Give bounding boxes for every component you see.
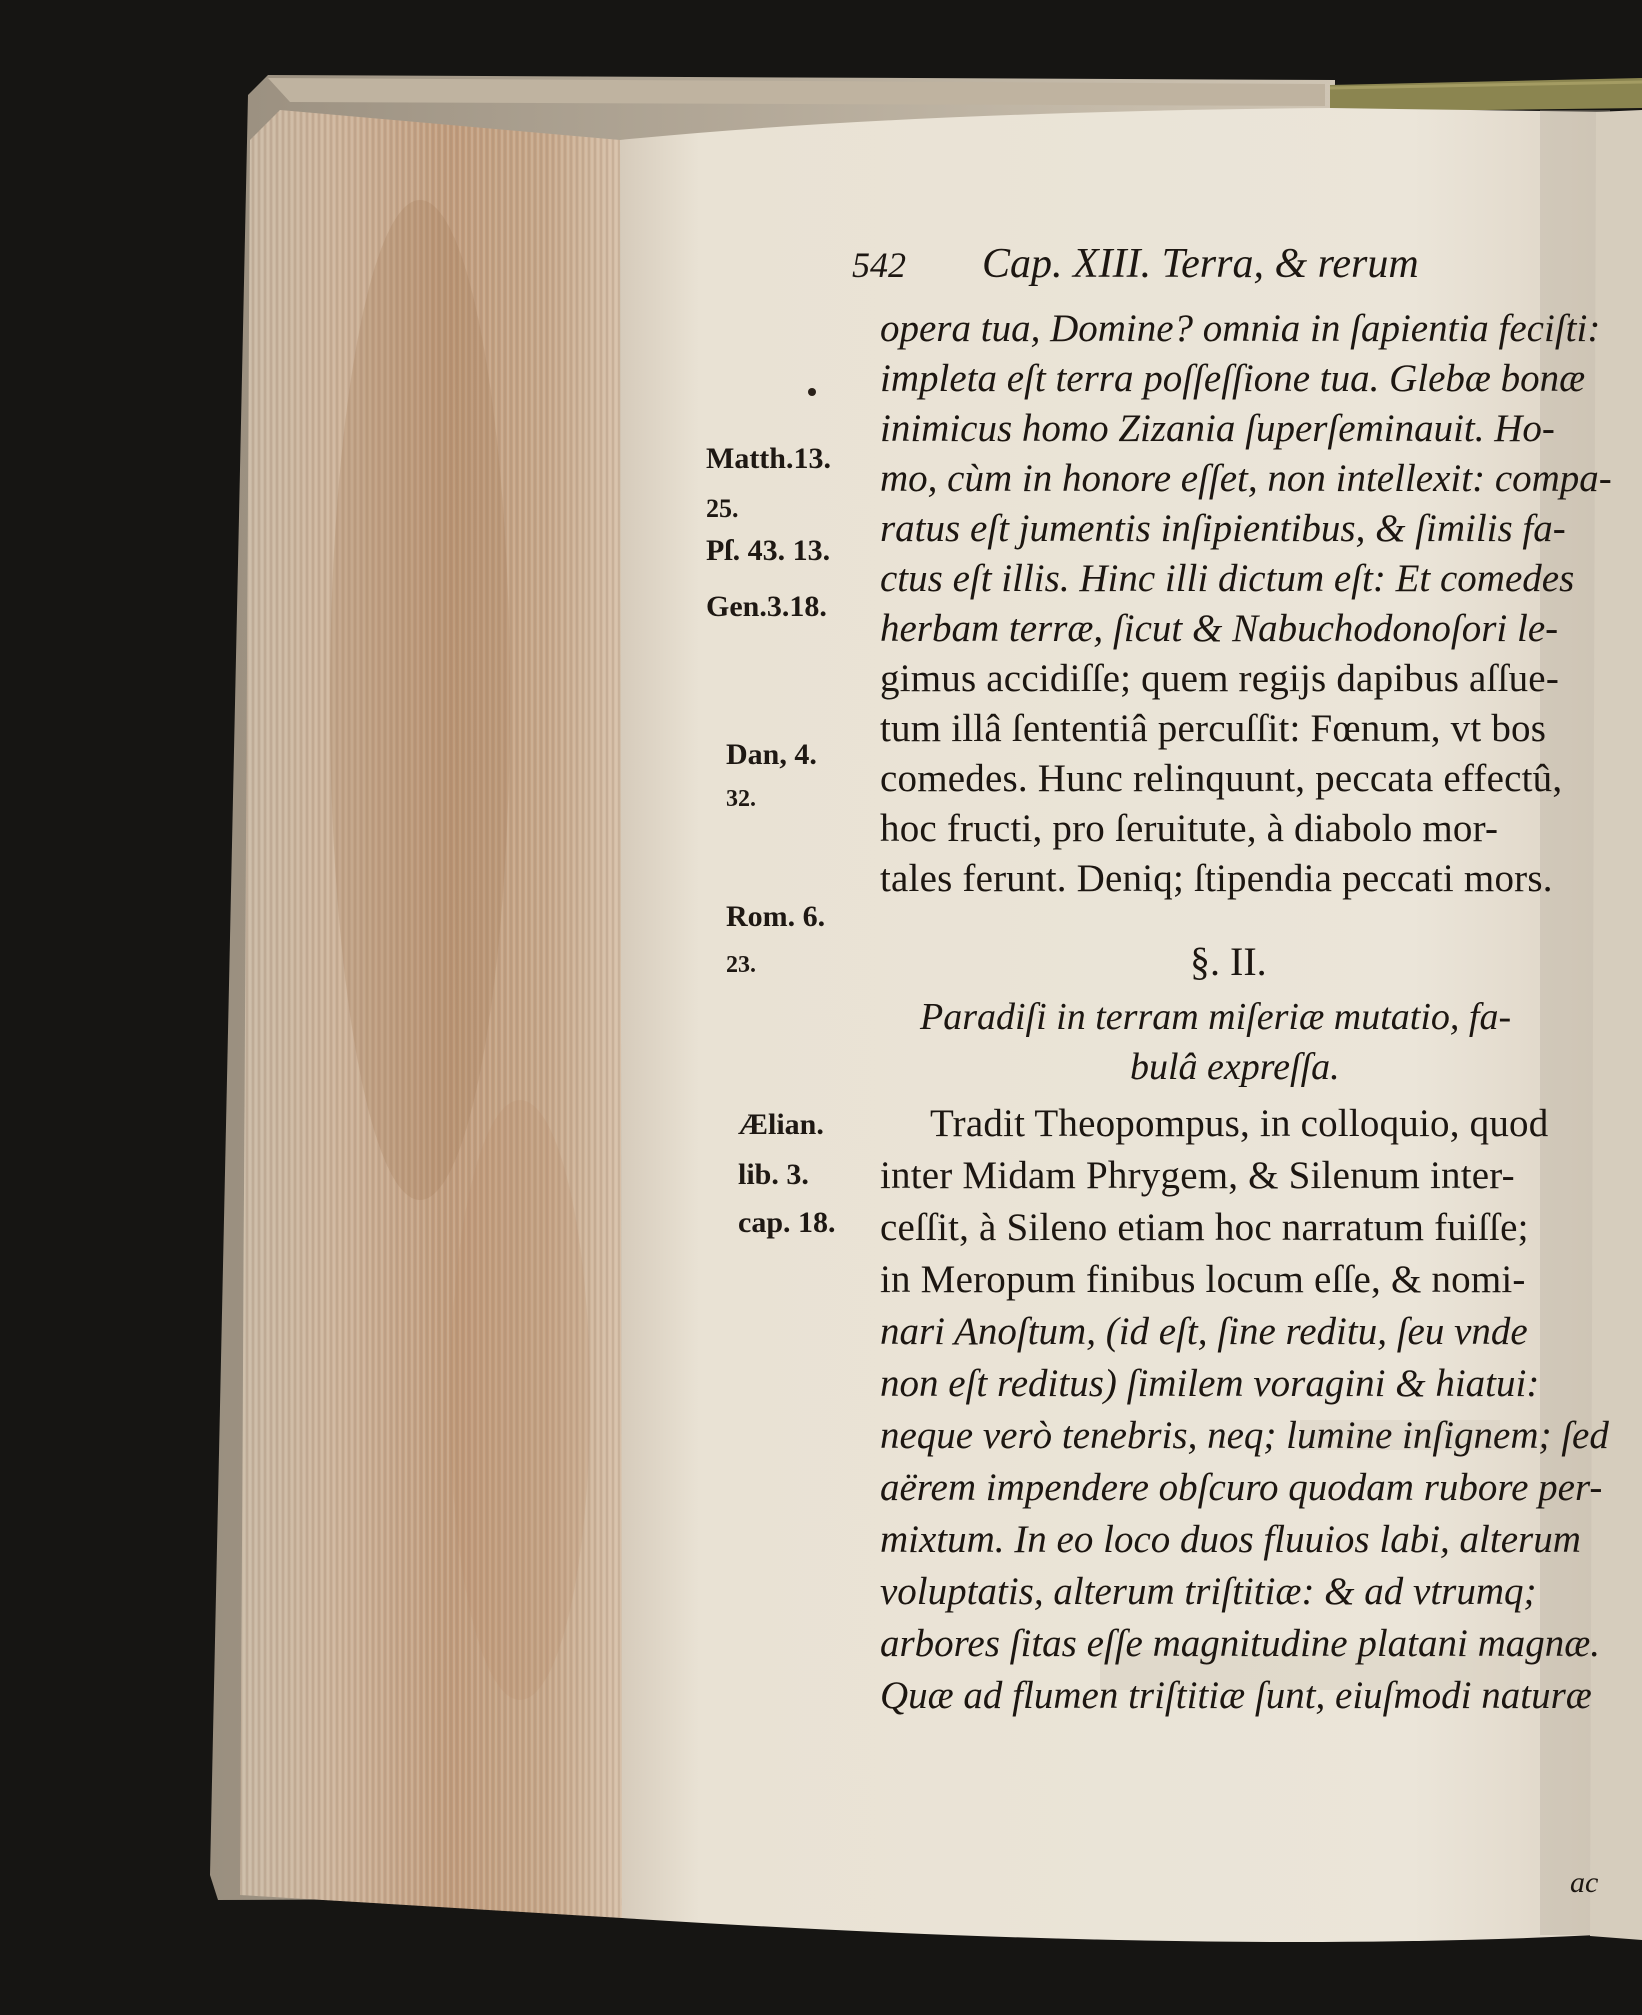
text-line: inimicus homo Zizania ſuperſeminauit. Ho- bbox=[880, 407, 1555, 450]
margin-note: Matth.13. bbox=[706, 442, 831, 475]
margin-note: 25. bbox=[706, 494, 739, 523]
margin-note: Ælian. bbox=[738, 1108, 824, 1141]
running-head: Cap. XIII. Terra, & rerum bbox=[982, 241, 1419, 287]
text-line: in Meropum finibus locum eſſe, & nomi- bbox=[880, 1258, 1526, 1301]
page-number: 542 bbox=[852, 245, 906, 285]
text-line: neque verò tenebris, neq; lumine inſignem; ſed bbox=[880, 1414, 1609, 1457]
text-line: opera tua, Domine? omnia in ſapientia feciſti: bbox=[880, 307, 1601, 350]
margin-note: Dan, 4. bbox=[726, 738, 817, 771]
text-line: tales ferunt. Deniq; ſtipendia peccati mors. bbox=[880, 857, 1553, 900]
text-line: comedes. Hunc relinquunt, peccata effectû, bbox=[880, 757, 1563, 800]
margin-note: 23. bbox=[726, 952, 756, 978]
margin-note: 32. bbox=[726, 786, 756, 812]
text-line: ctus eſt illis. Hinc illi dictum eſt: Et comedes bbox=[880, 557, 1575, 600]
text-line: aërem impendere obſcuro quodam rubore per- bbox=[880, 1466, 1603, 1509]
text-line: Tradit Theopompus, in colloquio, quod bbox=[930, 1102, 1549, 1145]
text-line: nari Anoſtum, (id eſt, ſine reditu, ſeu vnde bbox=[880, 1310, 1528, 1353]
text-line: mo, cùm in honore eſſet, non intellexit: compa- bbox=[880, 457, 1612, 500]
margin-note: Gen.3.18. bbox=[706, 590, 827, 623]
section-number: §. II. bbox=[1190, 939, 1267, 984]
text-line: arbores ſitas eſſe magnitudine platani magnæ. bbox=[880, 1622, 1601, 1665]
text-line: impleta eſt terra poſſeſſione tua. Glebæ bonæ bbox=[880, 357, 1586, 400]
text-line: non eſt reditus) ſimilem voragini & hiatui: bbox=[880, 1362, 1540, 1405]
text-line: mixtum. In eo loco duos fluuios labi, alterum bbox=[880, 1518, 1581, 1561]
margin-note: Pſ. 43. 13. bbox=[706, 534, 831, 567]
text-line: herbam terræ, ſicut & Nabuchodonoſori le- bbox=[880, 607, 1559, 650]
section-heading-line-1: Paradiſi in terram miſeriæ mutatio, fa- bbox=[920, 996, 1512, 1038]
margin-note: lib. 3. bbox=[738, 1158, 809, 1191]
margin-note: cap. 18. bbox=[738, 1206, 836, 1239]
text-line: hoc fructi, pro ſeruitute, à diabolo mor- bbox=[880, 807, 1499, 850]
margin-note: Rom. 6. bbox=[726, 900, 826, 933]
text-line: inter Midam Phrygem, & Silenum inter- bbox=[880, 1154, 1515, 1197]
text-line: ceſſit, à Sileno etiam hoc narratum fuiſſe; bbox=[880, 1206, 1529, 1249]
text-line: gimus accidiſſe; quem regijs dapibus aſſue- bbox=[880, 657, 1560, 700]
text-line: ratus eſt jumentis inſipientibus, & ſimilis fa- bbox=[880, 507, 1566, 550]
text-line: tum illâ ſententiâ percuſſit: Fœnum, vt bos bbox=[880, 707, 1547, 750]
text-line: voluptatis, alterum triſtitiæ: & ad vtrumq; bbox=[880, 1570, 1537, 1613]
text-line: Quæ ad flumen triſtitiæ ſunt, eiuſmodi naturæ bbox=[880, 1674, 1592, 1717]
catchword: ac bbox=[1570, 1866, 1599, 1899]
margin-dot bbox=[808, 388, 816, 396]
section-heading-line-2: bulâ expreſſa. bbox=[1130, 1046, 1340, 1088]
